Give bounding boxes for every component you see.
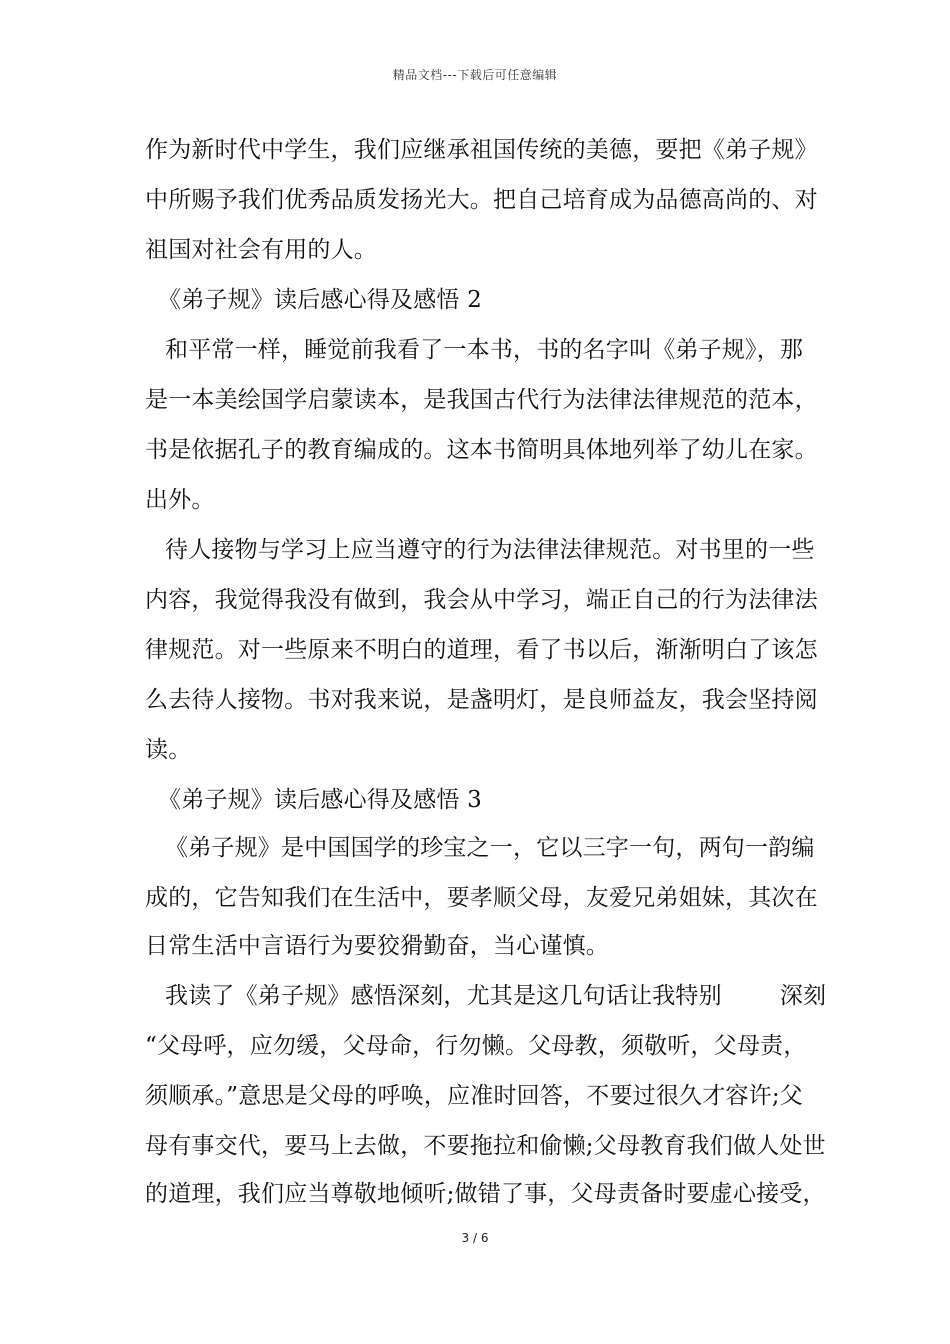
text-line	[165, 981, 826, 1011]
text-line: 成的，它告知我们在生活中，要孝顺父母，友爱兄弟姐妹，其次在	[145, 885, 818, 911]
section-heading: 《弟子规》读后感心得及感悟 3	[158, 787, 482, 813]
text-line: 读。	[145, 737, 192, 763]
text-line: 书是依据孔子的教育编成的。这本书简明具体地列举了幼儿在家。	[145, 437, 818, 463]
text-line: 律规范。对一些原来不明白的道理，看了书以后，渐渐明白了该怎	[145, 637, 818, 663]
text-line: 祖国对社会有用的人。	[145, 237, 377, 263]
text-line: “父母呼，应勿缓，父母命，行勿懒。父母教，须敬听，父母责，	[145, 1033, 807, 1059]
text-segment: 深刻	[779, 983, 827, 1009]
text-line: 须顺承。”意思是父母的呼唤，应准时回答，不要过很久才容许;父	[145, 1083, 804, 1109]
text-line: 么去待人接物。书对我来说，是盏明灯，是良师益友，我会坚持阅	[145, 687, 818, 713]
text-line: 作为新时代中学生，我们应继承祖国传统的美德，要把《弟子规》	[145, 137, 818, 163]
text-line: 出外。	[145, 487, 215, 513]
text-line: 《弟子规》是中国国学的珍宝之一，它以三字一句，两句一韵编	[165, 835, 815, 861]
text-line: 中所赐予我们优秀品质发扬光大。把自己培育成为品德高尚的、对	[145, 187, 818, 213]
text-line: 的道理，我们应当尊敬地倾听;做错了事，父母责备时要虚心接受，	[145, 1181, 826, 1207]
text-line: 日常生活中言语行为要狡猾勤奋，当心谨慎。	[145, 933, 609, 959]
page-header: 精品文档---下载后可任意编辑	[392, 68, 558, 82]
text-segment: 我读了《弟子规》感悟深刻，尤其是这几句话让我特别	[165, 983, 722, 1009]
text-line: 母有事交代，要马上去做，不要拖拉和偷懒;父母教育我们做人处世	[145, 1133, 826, 1159]
text-line: 和平常一样，睡觉前我看了一本书，书的名字叫《弟子规》，那	[165, 337, 804, 363]
text-line: 内容，我觉得我没有做到，我会从中学习，端正自己的行为法律法	[145, 587, 818, 613]
page-number: 3 / 6	[461, 1231, 489, 1245]
section-heading: 《弟子规》读后感心得及感悟 2	[158, 287, 482, 313]
text-line: 待人接物与学习上应当遵守的行为法律法律规范。对书里的一些	[165, 537, 815, 563]
text-line: 是一本美绘国学启蒙读本，是我国古代行为法律法律规范的范本，	[145, 387, 818, 413]
